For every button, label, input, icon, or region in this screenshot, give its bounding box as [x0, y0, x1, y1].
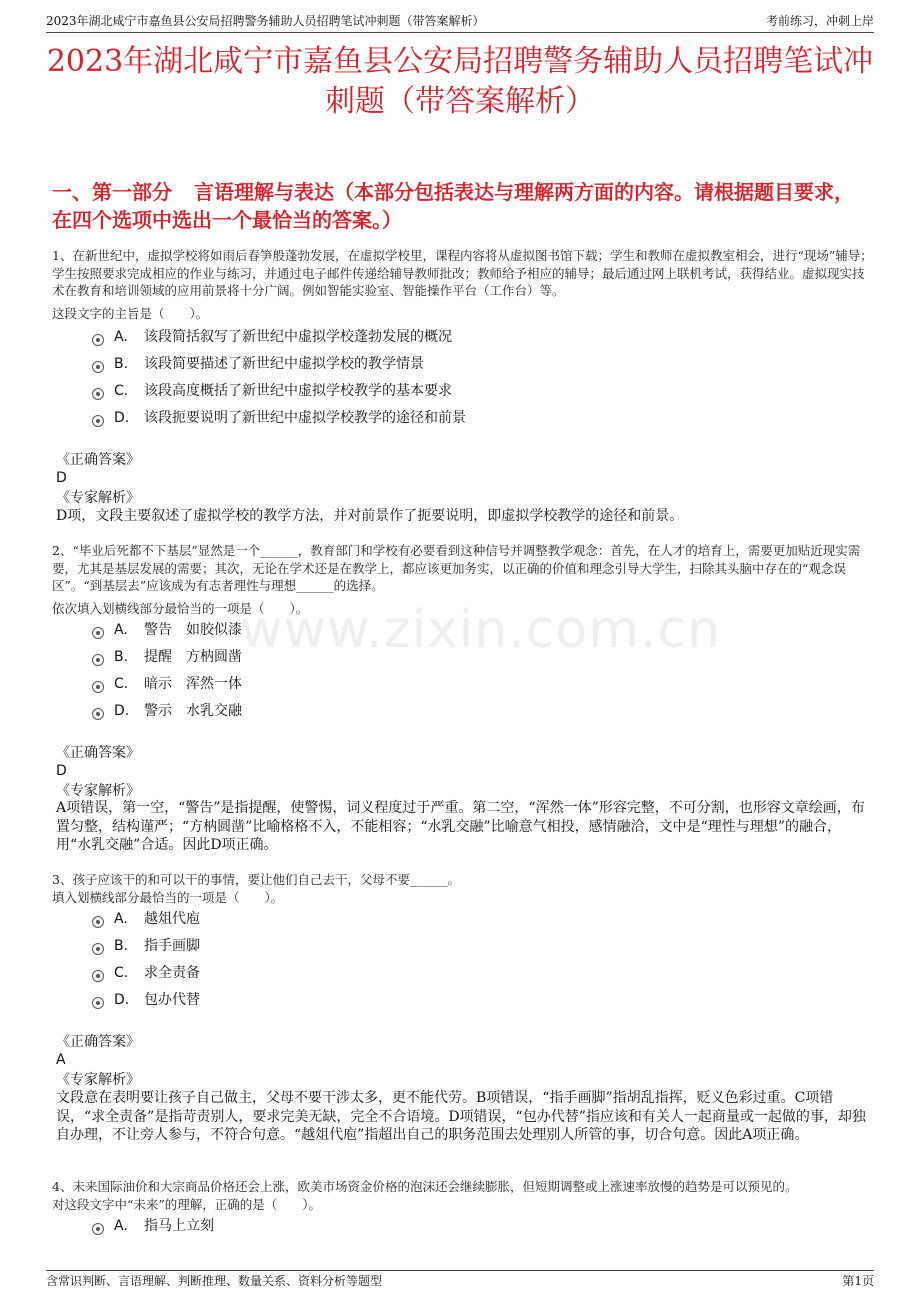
question-2-option-b[interactable]: B. 提醒 方枘圆凿 — [92, 645, 242, 669]
radio-icon[interactable] — [92, 943, 104, 955]
question-3-option-d[interactable]: D. 包办代替 — [92, 988, 200, 1012]
explanation-label: 《专家解析》 — [56, 1072, 140, 1088]
radio-icon[interactable] — [92, 627, 104, 639]
question-1-option-c[interactable]: C. 该段高度概括了新世纪中虚拟学校教学的基本要求 — [92, 379, 452, 403]
question-1-option-d[interactable]: D. 该段扼要说明了新世纪中虚拟学校教学的途径和前景 — [92, 406, 466, 430]
question-1-stem: 1、在新世纪中，虚拟学校将如雨后春笋般蓬勃发展，在虚拟学校里，课程内容将从虚拟图书馆下载；学生和教师在虚拟教室相会，进行“现场”辅导；学生按照要求完成相应的作业与练习，并通过电子邮件传递给辅导教师批改；教师给予相应的辅导；最后通过网上联机考试，获得结业。虚拟现实技术在教育和培训领域的应用前景将十分广阔。例如智能实验室、智能操作平台（工作台）等。 — [52, 248, 873, 298]
radio-icon[interactable] — [92, 388, 104, 400]
question-2-option-d[interactable]: D. 警示 水乳交融 — [92, 699, 242, 723]
answer-label: 《正确答案》 — [56, 745, 140, 761]
question-2-answer: D — [56, 763, 67, 779]
header-doc-title: 2023年湖北咸宁市嘉鱼县公安局招聘警务辅助人员招聘笔试冲刺题（带答案解析） — [46, 14, 485, 28]
section-description: 言语理解与表达（本部分包括表达与理解两方面的内容。请根据题目要求，在四个选项中选出一个最恰当的答案。） — [52, 180, 854, 232]
page-header — [46, 10, 874, 33]
question-1-answer: D — [56, 470, 67, 486]
question-1-option-a[interactable]: A. 该段简括叙写了新世纪中虚拟学校蓬勃发展的概况 — [92, 325, 452, 349]
question-3-option-b[interactable]: B. 指手画脚 — [92, 934, 200, 958]
question-4-stem: 4、未来国际油价和大宗商品价格还会上涨，欧美市场资金价格的泡沫还会继续膨胀，但短期调整或上涨速率放慢的趋势是可以预见的。 — [52, 1179, 798, 1194]
question-2-explanation: A项错误，第一空，“警告”是指提醒，使警惕，词义程度过于严重。第二空，“浑然一体”形容完整，不可分割，也形容文章绘画，布置匀整，结构谨严；“方枘圆凿”比喻格格不入，不能相容；“水乳交融”比喻意气相投，感情融洽，文中是“理性与理想”的融合，用“水乳交融”合适。因此D项正确。 — [56, 800, 865, 853]
page-number: 第1页 — [842, 1274, 874, 1288]
radio-icon[interactable] — [92, 970, 104, 982]
radio-icon[interactable] — [92, 334, 104, 346]
question-2-option-a[interactable]: A. 警告 如胶似漆 — [92, 618, 242, 642]
question-1-prompt: 这段文字的主旨是（ ）。 — [52, 306, 209, 321]
question-2-option-c[interactable]: C. 暗示 浑然一体 — [92, 672, 242, 696]
page-footer — [46, 1270, 874, 1291]
question-2-prompt: 依次填入划横线部分最恰当的一项是（ ）。 — [52, 601, 309, 616]
question-3-answer: A — [56, 1052, 66, 1068]
question-4-option-a[interactable]: A. 指马上立刻 — [92, 1214, 214, 1238]
question-3-option-a[interactable]: A. 越俎代庖 — [92, 907, 200, 931]
document-title: 2023年湖北咸宁市嘉鱼县公安局招聘警务辅助人员招聘笔试冲刺题（带答案解析） — [46, 44, 874, 119]
question-3-option-c[interactable]: C. 求全责备 — [92, 961, 200, 985]
radio-icon[interactable] — [92, 916, 104, 928]
section-heading — [52, 178, 868, 234]
question-3-explanation: 文段意在表明要让孩子自己做主，父母不要干涉太多，更不能代劳。B项错误，“指手画脚”指胡乱指挥，贬义色彩过重。C项错误，“求全责备”是指苛责别人，要求完美无缺，完全不合语境。D项错误，“包办代替”指应该和有关人一起商量或一起做的事，却独自办理，不让旁人参与，不符合句意。“越俎代庖”指超出自己的职务范围去处理别人所管的事，切合句意。因此A项正确。 — [56, 1090, 866, 1143]
radio-icon[interactable] — [92, 1223, 104, 1235]
radio-icon[interactable] — [92, 997, 104, 1009]
header-slogan: 考前练习，冲刺上岸 — [765, 14, 874, 28]
question-1-option-b[interactable]: B. 该段简要描述了新世纪中虚拟学校的教学情景 — [92, 352, 424, 376]
radio-icon[interactable] — [92, 654, 104, 666]
footer-question-types: 含常识判断、言语理解、判断推理、数量关系、资料分析等题型 — [46, 1274, 383, 1288]
section-number: 一、第一部分 — [52, 180, 172, 204]
question-1-explanation: D项，文段主要叙述了虚拟学校的教学方法，并对前景作了扼要说明，即虚拟学校教学的途径和前景。 — [56, 508, 684, 524]
watermark: www.zixin.com.cn — [240, 600, 721, 660]
question-3-stem: 3、孩子应该干的和可以干的事情，要让他们自己去干，父母不要______。 — [52, 872, 460, 887]
radio-icon[interactable] — [92, 361, 104, 373]
radio-icon[interactable] — [92, 415, 104, 427]
question-2-stem: 2、“毕业后死都不下基层”显然是一个______，教育部门和学校有必要看到这种信号并调整教学观念：首先，在人才的培育上，需要更加贴近现实需要，尤其是基层发展的需要；其次，无论在学术还是在教学上，都应该更加务实，以正确的价值和理念引导大学生，扫除其头脑中存在的“观念误区”。“到基层去”应该成为有志者理性与理想______的选择。 — [52, 543, 861, 593]
explanation-label: 《专家解析》 — [56, 490, 140, 506]
question-3-prompt: 填入划横线部分最恰当的一项是（ ）。 — [52, 890, 284, 905]
answer-label: 《正确答案》 — [56, 1034, 140, 1050]
radio-icon[interactable] — [92, 681, 104, 693]
explanation-label: 《专家解析》 — [56, 783, 140, 799]
question-4-prompt: 对这段文字中“未来”的理解，正确的是（ ）。 — [52, 1197, 322, 1212]
radio-icon[interactable] — [92, 708, 104, 720]
answer-label: 《正确答案》 — [56, 452, 140, 468]
